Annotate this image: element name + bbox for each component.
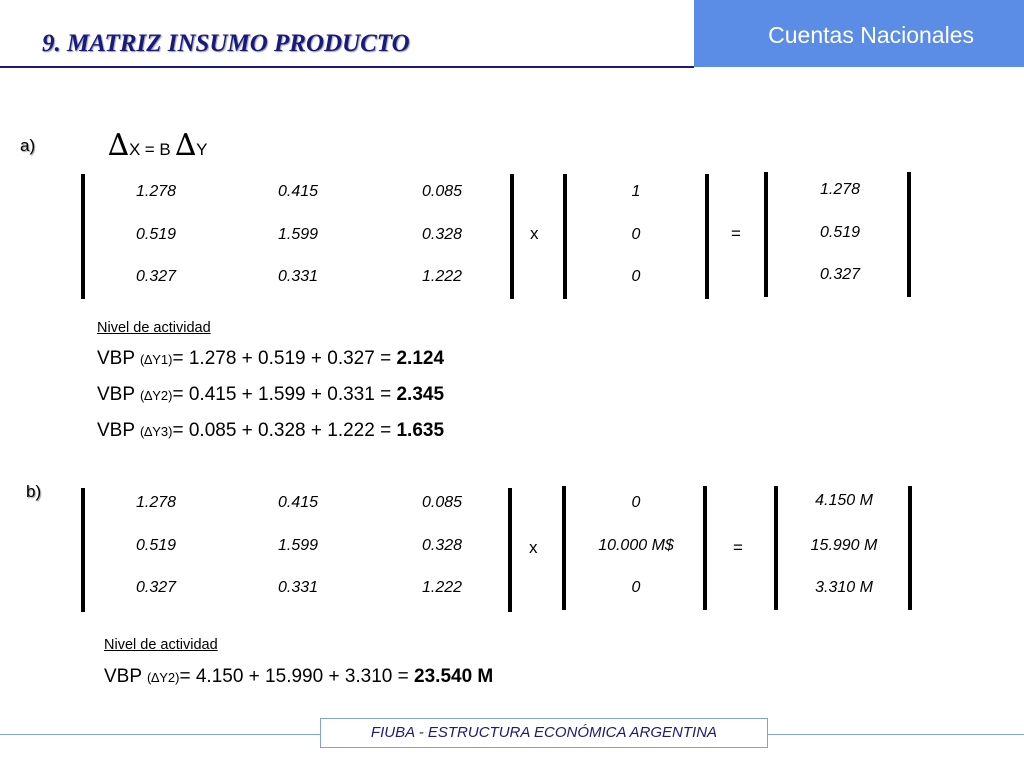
equals-operator: = (733, 538, 743, 557)
matrix-cell: 0.327 (135, 579, 177, 596)
vbp-total: 2.345 (396, 384, 445, 405)
matrix-cell: 1.599 (277, 537, 319, 554)
matrix-cell: 0.519 (135, 537, 177, 554)
result-cell: 0.327 (819, 266, 861, 283)
section-banner (694, 0, 1024, 67)
matrix-a-left-bar (81, 174, 85, 299)
formula-eq: = B (144, 140, 171, 159)
slide-title: 9. MATRIZ INSUMO PRODUCTO (42, 30, 410, 57)
vector-b-left-bar (562, 486, 566, 610)
vbp-sub: (∆Y2) (146, 670, 180, 685)
matrix-cell: 1.222 (421, 268, 463, 285)
section-label: Cuentas Nacionales (768, 22, 974, 48)
vector-b-right-bar (703, 486, 707, 610)
vbp-total: 1.635 (396, 420, 445, 441)
formula-x: X (128, 140, 141, 159)
vbp-total: 2.124 (396, 348, 445, 369)
vbp-prefix: VBP (97, 384, 140, 405)
result-a-left-bar (764, 172, 768, 297)
vector-cell: 0 (631, 579, 641, 596)
vbp-line-1 (97, 348, 444, 370)
result-cell: 4.150 M (815, 492, 873, 509)
times-operator: x (529, 538, 538, 557)
matrix-cell: 0.327 (135, 268, 177, 285)
vbp-sub: (∆Y2) (139, 388, 173, 403)
vbp-prefix: VBP (97, 420, 140, 441)
vector-a-left-bar (563, 174, 567, 299)
vbp-sub: (∆Y3) (139, 424, 173, 439)
result-cell: 1.278 (819, 181, 861, 198)
vbp-expr: = 0.415 + 1.599 + 0.331 = (172, 384, 397, 405)
vector-cell: 10.000 M$ (598, 537, 674, 554)
vbp-sub: (∆Y1) (139, 352, 173, 367)
vbp-expr: = 0.085 + 0.328 + 1.222 = (172, 420, 397, 441)
matrix-cell: 1.278 (135, 494, 177, 511)
vector-cell: 0 (631, 268, 641, 285)
vbp-line-b (104, 666, 493, 688)
matrix-a-right-bar (510, 174, 514, 299)
matrix-cell: 1.278 (135, 183, 177, 200)
matrix-cell: 1.599 (277, 226, 319, 243)
vector-cell: 1 (631, 183, 641, 200)
part-a-label: a) (20, 136, 36, 155)
matrix-cell: 0.415 (277, 494, 319, 511)
result-cell: 0.519 (819, 224, 861, 241)
nivel-de-actividad-label: Nivel de actividad (97, 320, 211, 336)
matrix-b-right-bar (508, 488, 512, 612)
result-b-left-bar (774, 486, 778, 610)
matrix-cell: 1.222 (421, 579, 463, 596)
part-b-label: b) (26, 482, 42, 501)
matrix-cell: 0.415 (277, 183, 319, 200)
footer-label: FIUBA - ESTRUCTURA ECONÓMICA ARGENTINA (320, 718, 768, 748)
vector-cell: 0 (631, 226, 641, 243)
times-operator: x (530, 224, 539, 243)
vector-a-right-bar (705, 174, 709, 299)
vbp-total: 23.540 M (414, 666, 494, 687)
equals-operator: = (731, 224, 741, 243)
vbp-line-2 (97, 384, 444, 406)
result-cell: 15.990 M (810, 537, 878, 554)
matrix-cell: 0.328 (421, 226, 463, 243)
vbp-prefix: VBP (97, 348, 140, 369)
matrix-cell: 0.085 (421, 494, 463, 511)
formula-y: Y (196, 140, 208, 159)
delta-symbol: ∆ (108, 128, 129, 163)
matrix-cell: 0.331 (277, 268, 319, 285)
vbp-expr: = 1.278 + 0.519 + 0.327 = (172, 348, 397, 369)
vector-cell: 0 (631, 494, 641, 511)
result-a-right-bar (907, 172, 911, 297)
matrix-cell: 0.331 (277, 579, 319, 596)
matrix-cell: 0.328 (421, 537, 463, 554)
header-underline (0, 66, 694, 68)
vbp-prefix: VBP (104, 666, 147, 687)
matrix-cell: 0.519 (135, 226, 177, 243)
delta-symbol: ∆ (175, 128, 197, 163)
formula (108, 128, 208, 163)
result-cell: 3.310 M (815, 579, 873, 596)
result-b-right-bar (908, 486, 912, 610)
nivel-de-actividad-label: Nivel de actividad (104, 637, 218, 653)
vbp-line-3 (97, 420, 444, 442)
vbp-expr: = 4.150 + 15.990 + 3.310 = (179, 666, 415, 687)
matrix-b-left-bar (81, 488, 85, 612)
matrix-cell: 0.085 (421, 183, 463, 200)
